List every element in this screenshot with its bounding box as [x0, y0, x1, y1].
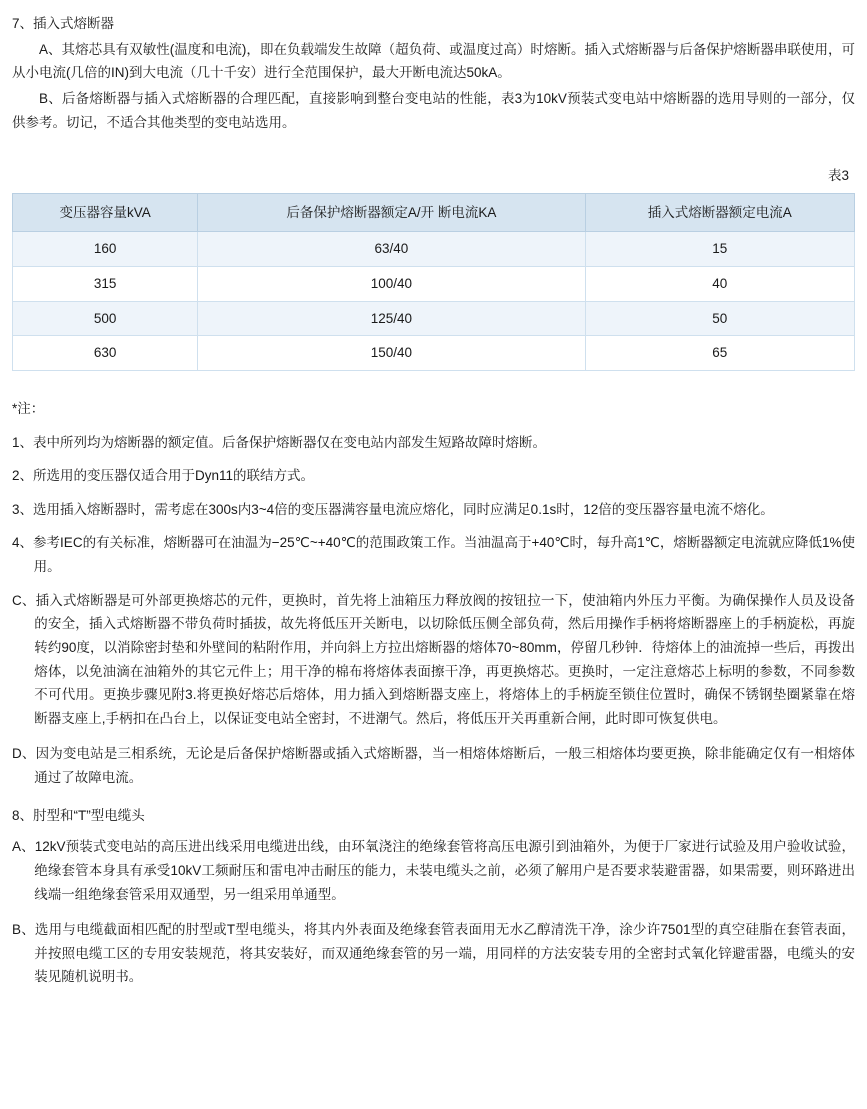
table-row [13, 232, 855, 267]
column-header-transformer-capacity: 变压器容量kVA [13, 193, 198, 232]
column-header-backup-fuse-rating: 后备保护熔断器额定A/开 断电流KA [198, 193, 585, 232]
column-header-plugin-fuse-rating: 插入式熔断器额定电流A [585, 193, 854, 232]
table-header-row [13, 193, 855, 232]
note-item-2: 2、所选用的变压器仅适合用于Dyn11的联结方式。 [12, 468, 315, 484]
table-row [13, 267, 855, 302]
cell-plugin-fuse-rating: 65 [585, 336, 854, 371]
cell-backup-fuse-rating: 150/40 [198, 336, 585, 371]
table-caption: 表3 [827, 168, 849, 184]
notes-title: *注： [12, 400, 45, 416]
cell-plugin-fuse-rating: 40 [585, 267, 854, 302]
item-d-paragraph: D、因为变电站是三相系统，无论是后备保护熔断器或插入式熔断器，当一相熔体熔断后，一般三相熔体均要更换，除非能确定仅有一相熔体通过了故障电流。 [12, 746, 855, 785]
note-item-1: 1、表中所列均为熔断器的额定值。后备保护熔断器仅在变电站内部发生短路故障时熔断。 [12, 434, 547, 450]
cell-backup-fuse-rating: 100/40 [198, 267, 585, 302]
item-c-paragraph: C、插入式熔断器是可外部更换熔芯的元件，更换时，首先将上油箱压力释放阀的按钮拉一下，使油箱内外压力平衡。为确保操作人员及设备的安全，插入式熔断器不带负荷时插拔，故先将低压开关断电，以切除低压侧全部负荷，然后用操作手柄将熔断器座上的手柄旋松，再旋转约90度，以消除密封垫和外壁间的粘附作用，并向斜上方拉出熔断器的熔体70~80mm，停留几秒钟．待熔体上的油流掉一些后，再拨出熔体，以免油滴在油箱外的其它元件上；用干净的棉布将熔体表面擦干净，再更换熔芯。更换时，一定注意熔芯上标明的参数，不同参数不可代用。更换步骤见附3.将更换好熔芯后熔体，用力插入到熔断器支座上，将熔体上的手柄旋至锁住位置时，确保不锈钢垫圈紧靠在熔断器支座上,手柄扣在凸台上，以保证变电站全密封，不进潮气。然后，将低压开关再重新合闸，此时即可恢复供电。 [12, 592, 855, 726]
cell-backup-fuse-rating: 63/40 [198, 232, 585, 267]
fuse-selection-table [12, 193, 855, 371]
cell-transformer-capacity: 160 [13, 232, 198, 267]
cell-backup-fuse-rating: 125/40 [198, 301, 585, 336]
cell-plugin-fuse-rating: 50 [585, 301, 854, 336]
note-item-3: 3、选用插入熔断器时，需考虑在300s内3~4倍的变压器满容量电流应熔化，同时应满足0.1s时，12倍的变压器容量电流不熔化。 [12, 501, 774, 517]
cell-transformer-capacity: 315 [13, 267, 198, 302]
item-b2-paragraph: B、选用与电缆截面相匹配的肘型或T型电缆头，将其内外表面及绝缘套管表面用无水乙醇清洗干净，涂少许7501型的真空硅脂在套管表面，并按照电缆工区的专用安装规范，将其安装好，而双通绝缘套管的另一端，用同样的方法安装专用的全密封式氧化锌避雷器，电缆头的安装见随机说明书。 [12, 922, 855, 985]
paragraph-a: A、其熔芯具有双敏性(温度和电流)，即在负载端发生故障（超负荷、或温度过高）时熔断。插入式熔断器与后备保护熔断器串联使用，可从小电流(几倍的IN)到大电流（几十千安）进行全范围保护，最大开断电流达50kA。 [12, 41, 855, 81]
section-heading: 7、插入式熔断器 [12, 16, 115, 31]
cell-transformer-capacity: 630 [13, 336, 198, 371]
table-row [13, 301, 855, 336]
note-item-4: 4、参考IEC的有关标准，熔断器可在油温为−25℃~+40℃的范围政策工作。当油温高于+40℃时，每升高1℃，熔断器额定电流就应降低1%使用。 [12, 535, 855, 574]
section-heading-8: 8、肘型和“T”型电缆头 [12, 807, 145, 823]
paragraph-b: B、后备熔断器与插入式熔断器的合理匹配，直接影响到整台变电站的性能，表3为10kV预装式变电站中熔断器的选用导则的一部分，仅供参考。切记，不适合其他类型的变电站选用。 [12, 90, 855, 130]
cell-plugin-fuse-rating: 15 [585, 232, 854, 267]
cell-transformer-capacity: 500 [13, 301, 198, 336]
notes-block [12, 397, 855, 579]
table-row [13, 336, 855, 371]
item-a2-paragraph: A、12kV预装式变电站的高压进出线采用电缆进出线，由环氧浇注的绝缘套管将高压电源引到油箱外，为便于厂家进行试验及用户验收试验，绝缘套管本身具有承受10kV工频耐压和雷电冲击耐压的能力，未装电缆头之前，必须了解用户是否要求装避雷器，如果需要，则环路进出线端一组绝缘套管采用双通型，另一组采用单通型。 [12, 839, 855, 902]
